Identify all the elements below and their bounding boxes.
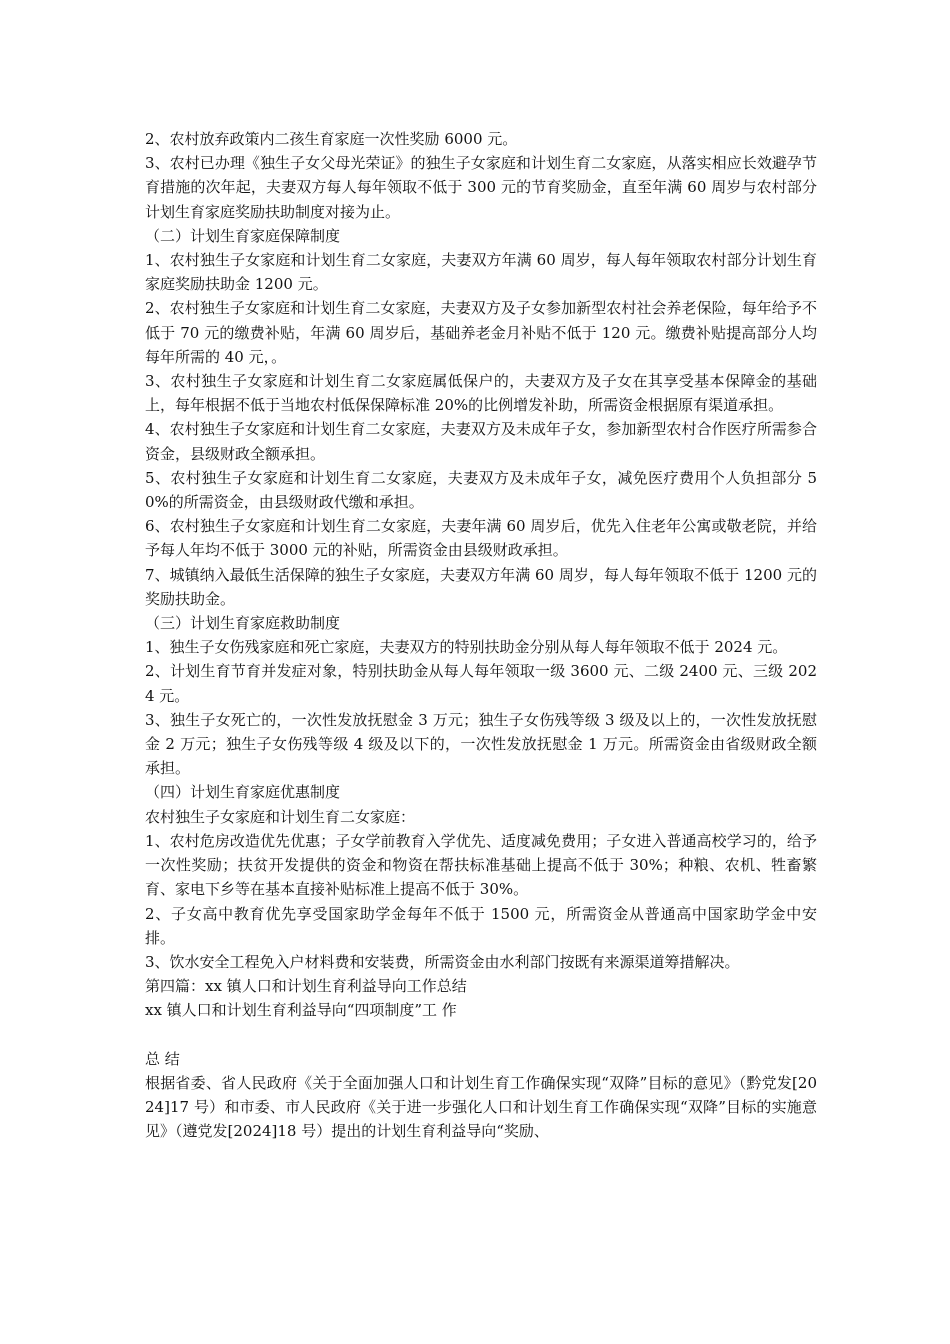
chapter-title: 第四篇：xx 镇人口和计划生育利益导向工作总结 <box>145 977 467 996</box>
paragraph: 7、城镇纳入最低生活保障的独生子女家庭，夫妻双方年满 60 周岁，每人每年领取不低于 1200 元的奖励扶助金。 <box>145 565 817 608</box>
paragraph: 1、独生子女伤残家庭和死亡家庭，夫妻双方的特别扶助金分别从每人每年领取不低于 2024 元。 <box>145 638 788 657</box>
paragraph: 3、农村已办理《独生子女父母光荣证》的独生子女家庭和计划生育二女家庭，从落实相应长效避孕节育措施的次年起，夫妻双方每人每年领取不低于 300 元的节育奖励金，直至年满 60 周岁与农村部分计划生育家庭奖励扶助制度对接为止。 <box>145 154 817 221</box>
paragraph: 2、子女高中教育优先享受国家助学金每年不低于 1500 元，所需资金从普通高中国家助学金中安排。 <box>145 904 817 947</box>
blank-line <box>145 1023 817 1047</box>
document-body <box>145 127 817 1144</box>
paragraph: 1、农村独生子女家庭和计划生育二女家庭，夫妻双方年满 60 周岁，每人每年领取农村部分计划生育家庭奖励扶助金 1200 元。 <box>145 251 817 294</box>
document-title: xx 镇人口和计划生育利益导向“四项制度”工 作 <box>145 1001 457 1020</box>
document-subtitle: 总 结 <box>145 1049 180 1068</box>
section-heading: （三）计划生育家庭救助制度 <box>145 614 341 633</box>
paragraph: 5、农村独生子女家庭和计划生育二女家庭，夫妻双方及未成年子女，减免医疗费用个人负担部分 50%的所需资金，由县级财政代缴和承担。 <box>145 468 817 512</box>
paragraph: 根据省委、省人民政府《关于全面加强人口和计划生育工作确保实现“双降”目标的意见》（黔党发[2024]17 号）和市委、市人民政府《关于进一步强化人口和计划生育工作确保实现“双降”目标的实施意见》（遵党发[2024]18 号）提出的计划生育利益导向“奖励、 <box>145 1073 817 1141</box>
paragraph: 农村独生子女家庭和计划生育二女家庭： <box>145 807 416 826</box>
paragraph: 2、计划生育节育并发症对象，特别扶助金从每人每年领取一级 3600 元、二级 2400 元、三级 2024 元。 <box>145 662 817 705</box>
paragraph: 4、农村独生子女家庭和计划生育二女家庭，夫妻双方及未成年子女，参加新型农村合作医疗所需参合资金，县级财政全额承担。 <box>145 420 817 463</box>
section-heading: （二）计划生育家庭保障制度 <box>145 226 341 245</box>
paragraph: 1、农村危房改造优先优惠；子女学前教育入学优先、适度减免费用；子女进入普通高校学习的，给予一次性奖励；扶贫开发提供的资金和物资在帮扶标准基础上提高不低于 30%；种粮、农机、牲畜繁育、家电下乡等在基本直接补贴标准上提高不低于 30%。 <box>145 831 817 899</box>
section-heading: （四）计划生育家庭优惠制度 <box>145 783 341 802</box>
paragraph: 3、独生子女死亡的，一次性发放抚慰金 3 万元；独生子女伤残等级 3 级及以上的，一次性发放抚慰金 2 万元；独生子女伤残等级 4 级及以下的，一次性发放抚慰金 1 万元。所需资金由省级财政全额承担。 <box>145 710 817 778</box>
paragraph: 2、农村独生子女家庭和计划生育二女家庭，夫妻双方及子女参加新型农村社会养老保险，每年给予不低于 70 元的缴费补贴，年满 60 周岁后，基础养老金月补贴不低于 120 元。缴费补贴提高部分人均每年所需的 40 元，。 <box>145 299 817 366</box>
paragraph: 3、农村独生子女家庭和计划生育二女家庭属低保户的，夫妻双方及子女在其享受基本保障金的基础上，每年根据不低于当地农村低保保障标准 20%的比例增发补助，所需资金根据原有渠道承担。 <box>145 372 817 415</box>
paragraph: 6、农村独生子女家庭和计划生育二女家庭，夫妻年满 60 周岁后，优先入住老年公寓或敬老院，并给予每人年均不低于 3000 元的补贴，所需资金由县级财政承担。 <box>145 517 817 560</box>
paragraph: 2、农村放弃政策内二孩生育家庭一次性奖励 6000 元。 <box>145 130 518 148</box>
paragraph: 3、饮水安全工程免入户材料费和安装费，所需资金由水利部门按既有来源渠道筹措解决。 <box>145 952 740 971</box>
